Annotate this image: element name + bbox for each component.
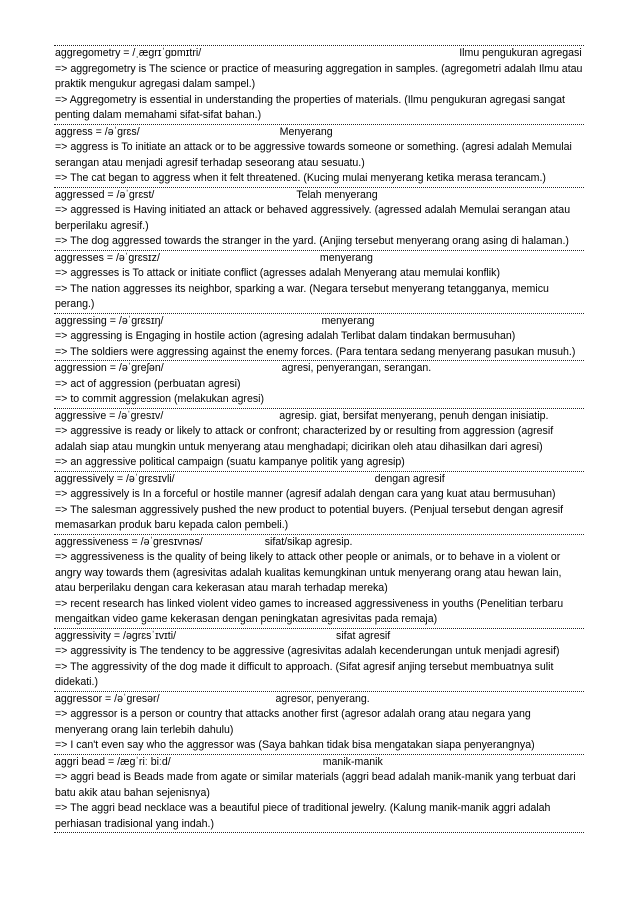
example-line: => The cat began to aggress when it felt threatened. (Kucing mulai menyerang ketika merasa terancam.) — [55, 172, 546, 184]
headword-pronunciation: aggressed = /əˈɡrɛst/ — [55, 188, 155, 201]
translation: agresor, penyerang. — [275, 692, 370, 705]
translation: dengan agresif — [374, 472, 445, 485]
definition-line: => aggressiveness is the quality of being likely to attack other people or animals, or to behave in a violent or angry way towards them (agresivitas adalah kualitas kemungkinan untuk menyerang orang atau hewan lain, atau berperilaku dengan cara kekerasan atau marah terhadap mereka) — [55, 551, 562, 594]
example-line: => The aggri bead necklace was a beautiful piece of traditional jewelry. (Kalung manik-manik aggri adalah perhiasan tradisional yang indah.) — [55, 802, 551, 830]
translation: manik-manik — [322, 755, 383, 768]
dictionary-entry — [54, 45, 584, 124]
translation: menyerang — [319, 251, 373, 264]
headword-pronunciation: aggress = /əˈɡrɛs/ — [55, 125, 140, 138]
entry-header — [55, 251, 584, 267]
headword-pronunciation: aggressing = /əˈɡrɛsɪŋ/ — [55, 314, 164, 327]
translation: Menyerang — [279, 125, 333, 138]
entry-header — [55, 46, 584, 62]
dictionary-entry — [54, 313, 584, 361]
dictionary-entry — [54, 691, 584, 754]
translation: Telah menyerang — [296, 188, 378, 201]
headword-pronunciation: aggri bead = /æɡˈriː biːd/ — [55, 755, 171, 768]
dictionary-entry — [54, 187, 584, 250]
example-line: => The salesman aggressively pushed the new product to potential buyers. (Penjual tersebut dengan agresif memasarkan produk baru kepada calon pembeli.) — [55, 503, 564, 531]
headword-pronunciation: aggressiveness = /əˈɡresɪvnəs/ — [55, 535, 203, 548]
entry-header — [55, 535, 584, 551]
entry-header — [55, 755, 584, 771]
dictionary-entry — [54, 250, 584, 313]
example-line: => The soldiers were aggressing against the enemy forces. (Para tentara sedang menyerang pasukan musuh.) — [55, 345, 576, 358]
translation: agresip. giat, bersifat menyerang, penuh dengan inisiatip. — [279, 409, 549, 422]
example-line: => an aggressive political campaign (suatu kampanye politik yang agresip) — [55, 456, 405, 468]
definition-line: => aggresses is To attack or initiate conflict (agresses adalah Menyerang atau memulai konflik) — [55, 267, 500, 279]
headword-pronunciation: aggressive = /əˈɡresɪv/ — [55, 409, 164, 422]
definition-line: => aggressively is In a forceful or hostile manner (agresif adalah dengan cara yang kuat atau bermusuhan) — [55, 488, 556, 500]
dictionary-entry — [54, 754, 584, 834]
definition-line: => aggri bead is Beads made from agate or similar materials (aggri bead adalah manik-manik yang terbuat dari batu akik atau bahan sejenisnya) — [55, 771, 576, 799]
headword-pronunciation: aggressivity = /əɡrɛsˈɪvɪti/ — [55, 629, 177, 642]
definition-line: => aggressor is a person or country that attacks another first (agresor adalah orang atau negara yang menyerang orang lain terlebih dahulu) — [55, 708, 531, 736]
definition-line: => aggressed is Having initiated an attack or behaved aggressively. (agressed adalah Memulai serangan atau berperilaku agresif.) — [55, 204, 571, 232]
dictionary-entry — [54, 360, 584, 408]
example-line: => Aggregometry is essential in understanding the properties of materials. (Ilmu pengukuran agregasi sangat penting dalam memahami sifat-sifat bahan.) — [55, 93, 565, 121]
translation: sifat agresif — [336, 629, 391, 642]
example-line: => The aggressivity of the dog made it difficult to approach. (Sifat agresif anjing tersebut membuatnya sulit didekati.) — [55, 660, 554, 688]
headword-pronunciation: aggresses = /əˈɡrɛsɪz/ — [55, 251, 160, 264]
dictionary-entry — [54, 471, 584, 534]
entry-header — [55, 472, 584, 488]
headword-pronunciation: aggregometry = /ˌæɡrɪˈɡɒmɪtri/ — [55, 47, 202, 59]
headword-pronunciation: aggressor = /əˈɡresər/ — [55, 692, 160, 705]
entry-header — [55, 629, 584, 645]
entry-header — [55, 125, 584, 141]
translation: sifat/sikap agresip. — [264, 535, 353, 548]
example-line: => recent research has linked violent video games to increased aggressiveness in youths (Penelitian terbaru mengaitkan video game kekerasan dengan peningkatan agresivitas pada remaja) — [55, 597, 564, 625]
entry-header — [55, 314, 584, 330]
headword-pronunciation: aggression = /əˈɡreʃən/ — [55, 362, 164, 374]
translation: menyerang — [321, 314, 375, 327]
entry-header — [55, 188, 584, 204]
dictionary-document — [54, 45, 584, 833]
dictionary-entry — [54, 124, 584, 187]
definition-line: => aggress is To initiate an attack or to be aggressive towards someone or something. (agresi adalah Memulai serangan atau menjadi agresif terhadap seseorang atau sesuatu.) — [55, 141, 572, 169]
example-line: => The nation aggresses its neighbor, sparking a war. (Negara tersebut menyerang tetangganya, memicu perang.) — [55, 282, 549, 310]
translation: Ilmu pengukuran agregasi — [459, 47, 582, 59]
definition-line: => aggregometry is The science or practice of measuring aggregation in samples. (agregometri adalah Ilmu atau praktik mengukur agregasi dalam sampel.) — [55, 62, 583, 90]
definition-line: => aggressivity is The tendency to be aggressive (agresivitas adalah kecenderungan untuk menjadi agresif) — [55, 645, 560, 657]
definition-line: => aggressive is ready or likely to attack or confront; characterized by or resulting from aggression (agresif adalah siap atau mungkin untuk menyerang atau menghadapi; dicirikan oleh atau dihasilkan dari agresi) — [55, 425, 554, 453]
example-line: => to commit aggression (melakukan agresi) — [55, 393, 265, 405]
definition-line: => act of aggression (perbuatan agresi) — [55, 377, 241, 390]
definition-line: => aggressing is Engaging in hostile action (agresing adalah Terlibat dalam tindakan bermusuhan) — [55, 330, 516, 342]
entry-header — [55, 409, 584, 425]
dictionary-entry — [54, 534, 584, 628]
dictionary-entry — [54, 408, 584, 471]
entry-header — [55, 361, 584, 377]
entry-header — [55, 692, 584, 708]
dictionary-entry — [54, 628, 584, 691]
example-line: => The dog aggressed towards the stranger in the yard. (Anjing tersebut menyerang orang asing di halaman.) — [55, 235, 569, 247]
translation: agresi, penyerangan, serangan. — [281, 362, 432, 374]
headword-pronunciation: aggressively = /əˈɡrɛsɪvli/ — [55, 472, 175, 485]
example-line: => I can't even say who the aggressor was (Saya bahkan tidak bisa mengatakan siapa penyerangnya) — [55, 739, 535, 751]
